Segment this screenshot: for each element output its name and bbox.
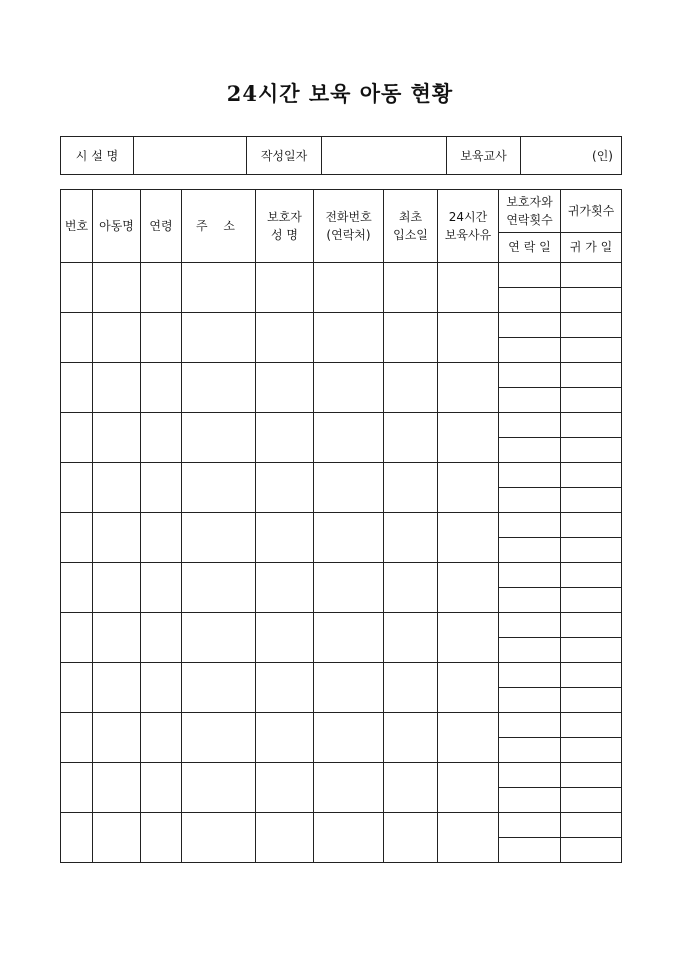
header-home-date: 귀 가 일 <box>561 232 622 262</box>
cell-first-admission[interactable] <box>384 563 438 613</box>
cell-contact-count[interactable] <box>499 813 561 838</box>
cell-first-admission[interactable] <box>384 413 438 463</box>
cell-phone[interactable] <box>314 413 384 463</box>
cell-home-date[interactable] <box>561 438 622 463</box>
cell-phone[interactable] <box>314 613 384 663</box>
cell-home-count[interactable] <box>561 763 622 788</box>
cell-home-count[interactable] <box>561 463 622 488</box>
facility-label: 시 설 명 <box>61 137 134 175</box>
cell-contact-date[interactable] <box>499 438 561 463</box>
header-age: 연령 <box>141 190 182 263</box>
cell-contact-count[interactable] <box>499 263 561 288</box>
cell-no[interactable] <box>61 513 93 563</box>
cell-phone[interactable] <box>314 663 384 713</box>
cell-contact-count[interactable] <box>499 613 561 638</box>
header-phone-line1: 전화번호 <box>325 210 372 224</box>
cell-guardian[interactable] <box>256 663 314 713</box>
cell-no[interactable] <box>61 463 93 513</box>
table-row <box>61 413 622 438</box>
table-row <box>61 813 622 838</box>
date-field[interactable] <box>322 137 447 175</box>
cell-contact-count[interactable] <box>499 563 561 588</box>
cell-contact-date[interactable] <box>499 838 561 863</box>
cell-contact-date[interactable] <box>499 388 561 413</box>
cell-home-date[interactable] <box>561 538 622 563</box>
cell-contact-count[interactable] <box>499 363 561 388</box>
cell-reason[interactable] <box>438 313 499 363</box>
info-table <box>60 136 622 175</box>
cell-no[interactable] <box>61 763 93 813</box>
cell-guardian[interactable] <box>256 613 314 663</box>
cell-no[interactable] <box>61 613 93 663</box>
cell-home-date[interactable] <box>561 388 622 413</box>
cell-address[interactable] <box>182 713 256 763</box>
cell-age[interactable] <box>141 363 182 413</box>
table-row <box>61 263 622 288</box>
cell-first-admission[interactable] <box>384 363 438 413</box>
table-row <box>61 363 622 388</box>
cell-home-count[interactable] <box>561 813 622 838</box>
cell-age[interactable] <box>141 313 182 363</box>
cell-home-count[interactable] <box>561 613 622 638</box>
cell-child-name[interactable] <box>93 663 141 713</box>
table-row <box>61 763 622 788</box>
cell-first-admission[interactable] <box>384 313 438 363</box>
header-guardian-line2: 성 명 <box>271 228 298 242</box>
cell-home-date[interactable] <box>561 788 622 813</box>
cell-age[interactable] <box>141 563 182 613</box>
seal-text: (인) <box>592 149 613 163</box>
cell-contact-date[interactable] <box>499 688 561 713</box>
cell-guardian[interactable] <box>256 713 314 763</box>
header-first-admission <box>384 190 438 263</box>
header-reason-line1: 24시간 <box>448 210 488 224</box>
cell-age[interactable] <box>141 763 182 813</box>
cell-child-name[interactable] <box>93 563 141 613</box>
cell-first-admission[interactable] <box>384 713 438 763</box>
table-row <box>61 613 622 638</box>
cell-phone[interactable] <box>314 313 384 363</box>
cell-age[interactable] <box>141 613 182 663</box>
children-table <box>60 189 622 863</box>
cell-contact-count[interactable] <box>499 663 561 688</box>
cell-address[interactable] <box>182 313 256 363</box>
cell-address[interactable] <box>182 663 256 713</box>
cell-child-name[interactable] <box>93 613 141 663</box>
cell-guardian[interactable] <box>256 463 314 513</box>
cell-contact-count[interactable] <box>499 313 561 338</box>
cell-child-name[interactable] <box>93 463 141 513</box>
cell-no[interactable] <box>61 563 93 613</box>
cell-address[interactable] <box>182 463 256 513</box>
cell-child-name[interactable] <box>93 313 141 363</box>
header-first-line1: 최초 <box>398 210 423 224</box>
header-child-name: 아동명 <box>93 190 141 263</box>
cell-phone[interactable] <box>314 563 384 613</box>
cell-age[interactable] <box>141 413 182 463</box>
table-row <box>61 713 622 738</box>
cell-home-date[interactable] <box>561 588 622 613</box>
cell-no[interactable] <box>61 313 93 363</box>
cell-first-admission[interactable] <box>384 613 438 663</box>
cell-first-admission[interactable] <box>384 513 438 563</box>
cell-guardian[interactable] <box>256 313 314 363</box>
cell-phone[interactable] <box>314 713 384 763</box>
cell-guardian[interactable] <box>256 563 314 613</box>
header-phone-line2: (연락처) <box>326 228 371 242</box>
cell-guardian[interactable] <box>256 513 314 563</box>
cell-contact-date[interactable] <box>499 788 561 813</box>
cell-first-admission[interactable] <box>384 263 438 313</box>
cell-phone[interactable] <box>314 813 384 863</box>
cell-guardian[interactable] <box>256 263 314 313</box>
cell-reason[interactable] <box>438 713 499 763</box>
cell-contact-count[interactable] <box>499 763 561 788</box>
cell-phone[interactable] <box>314 363 384 413</box>
cell-reason[interactable] <box>438 813 499 863</box>
table-row <box>61 663 622 688</box>
header-no: 번호 <box>61 190 93 263</box>
cell-reason[interactable] <box>438 663 499 713</box>
cell-child-name[interactable] <box>93 763 141 813</box>
cell-contact-count[interactable] <box>499 513 561 538</box>
cell-no[interactable] <box>61 813 93 863</box>
cell-home-count[interactable] <box>561 663 622 688</box>
cell-child-name[interactable] <box>93 713 141 763</box>
teacher-label: 보육교사 <box>447 137 521 175</box>
cell-child-name[interactable] <box>93 813 141 863</box>
cell-home-date[interactable] <box>561 738 622 763</box>
facility-field[interactable] <box>134 137 247 175</box>
table-row <box>61 313 622 338</box>
cell-address[interactable] <box>182 413 256 463</box>
cell-home-count[interactable] <box>561 713 622 738</box>
cell-address[interactable] <box>182 763 256 813</box>
header-address: 주 소 <box>182 190 256 263</box>
cell-contact-count[interactable] <box>499 713 561 738</box>
cell-home-count[interactable] <box>561 563 622 588</box>
cell-contact-date[interactable] <box>499 638 561 663</box>
cell-phone[interactable] <box>314 513 384 563</box>
cell-contact-date[interactable] <box>499 488 561 513</box>
header-contact-count <box>499 190 561 233</box>
cell-home-date[interactable] <box>561 638 622 663</box>
cell-home-date[interactable] <box>561 688 622 713</box>
cell-address[interactable] <box>182 613 256 663</box>
cell-address[interactable] <box>182 513 256 563</box>
cell-home-count[interactable] <box>561 513 622 538</box>
cell-reason[interactable] <box>438 263 499 313</box>
cell-contact-date[interactable] <box>499 738 561 763</box>
cell-phone[interactable] <box>314 463 384 513</box>
cell-home-date[interactable] <box>561 488 622 513</box>
cell-first-admission[interactable] <box>384 663 438 713</box>
cell-age[interactable] <box>141 663 182 713</box>
cell-contact-date[interactable] <box>499 538 561 563</box>
header-reason-line2: 보육사유 <box>444 228 492 242</box>
header-home-count: 귀가횟수 <box>561 190 622 233</box>
cell-home-count[interactable] <box>561 363 622 388</box>
cell-reason[interactable] <box>438 763 499 813</box>
cell-reason[interactable] <box>438 463 499 513</box>
cell-reason[interactable] <box>438 613 499 663</box>
header-first-line2: 입소일 <box>393 228 428 242</box>
cell-phone[interactable] <box>314 263 384 313</box>
cell-no[interactable] <box>61 263 93 313</box>
table-row <box>61 563 622 588</box>
page-title: 24시간 보육 아동 현황 <box>226 81 454 106</box>
cell-contact-count[interactable] <box>499 413 561 438</box>
cell-age[interactable] <box>141 813 182 863</box>
header-contact-count-line1: 보호자와 <box>506 194 553 209</box>
cell-child-name[interactable] <box>93 263 141 313</box>
date-label: 작성일자 <box>247 137 322 175</box>
cell-guardian[interactable] <box>256 413 314 463</box>
cell-child-name[interactable] <box>93 363 141 413</box>
cell-contact-count[interactable] <box>499 463 561 488</box>
cell-reason[interactable] <box>438 563 499 613</box>
header-contact-count-line2: 연락횟수 <box>506 212 553 227</box>
cell-age[interactable] <box>141 513 182 563</box>
cell-address[interactable] <box>182 263 256 313</box>
cell-reason[interactable] <box>438 363 499 413</box>
cell-address[interactable] <box>182 563 256 613</box>
cell-reason[interactable] <box>438 413 499 463</box>
cell-age[interactable] <box>141 713 182 763</box>
cell-no[interactable] <box>61 713 93 763</box>
header-contact-date: 연 락 일 <box>499 232 561 262</box>
header-guardian-line1: 보호자 <box>267 210 302 224</box>
cell-no[interactable] <box>61 663 93 713</box>
cell-child-name[interactable] <box>93 413 141 463</box>
cell-contact-date[interactable] <box>499 288 561 313</box>
cell-home-count[interactable] <box>561 413 622 438</box>
cell-contact-date[interactable] <box>499 588 561 613</box>
cell-address[interactable] <box>182 813 256 863</box>
teacher-signature-field[interactable] <box>521 137 622 175</box>
cell-first-admission[interactable] <box>384 463 438 513</box>
cell-home-count[interactable] <box>561 263 622 288</box>
cell-guardian[interactable] <box>256 363 314 413</box>
table-row <box>61 513 622 538</box>
cell-age[interactable] <box>141 463 182 513</box>
cell-guardian[interactable] <box>256 813 314 863</box>
cell-first-admission[interactable] <box>384 813 438 863</box>
cell-home-count[interactable] <box>561 313 622 338</box>
cell-contact-date[interactable] <box>499 338 561 363</box>
cell-guardian[interactable] <box>256 763 314 813</box>
cell-first-admission[interactable] <box>384 763 438 813</box>
cell-home-date[interactable] <box>561 288 622 313</box>
cell-age[interactable] <box>141 263 182 313</box>
cell-home-date[interactable] <box>561 338 622 363</box>
header-reason <box>438 190 499 263</box>
header-phone <box>314 190 384 263</box>
cell-no[interactable] <box>61 363 93 413</box>
cell-phone[interactable] <box>314 763 384 813</box>
table-row <box>61 463 622 488</box>
cell-home-date[interactable] <box>561 838 622 863</box>
cell-child-name[interactable] <box>93 513 141 563</box>
header-guardian <box>256 190 314 263</box>
cell-address[interactable] <box>182 363 256 413</box>
cell-no[interactable] <box>61 413 93 463</box>
cell-reason[interactable] <box>438 513 499 563</box>
